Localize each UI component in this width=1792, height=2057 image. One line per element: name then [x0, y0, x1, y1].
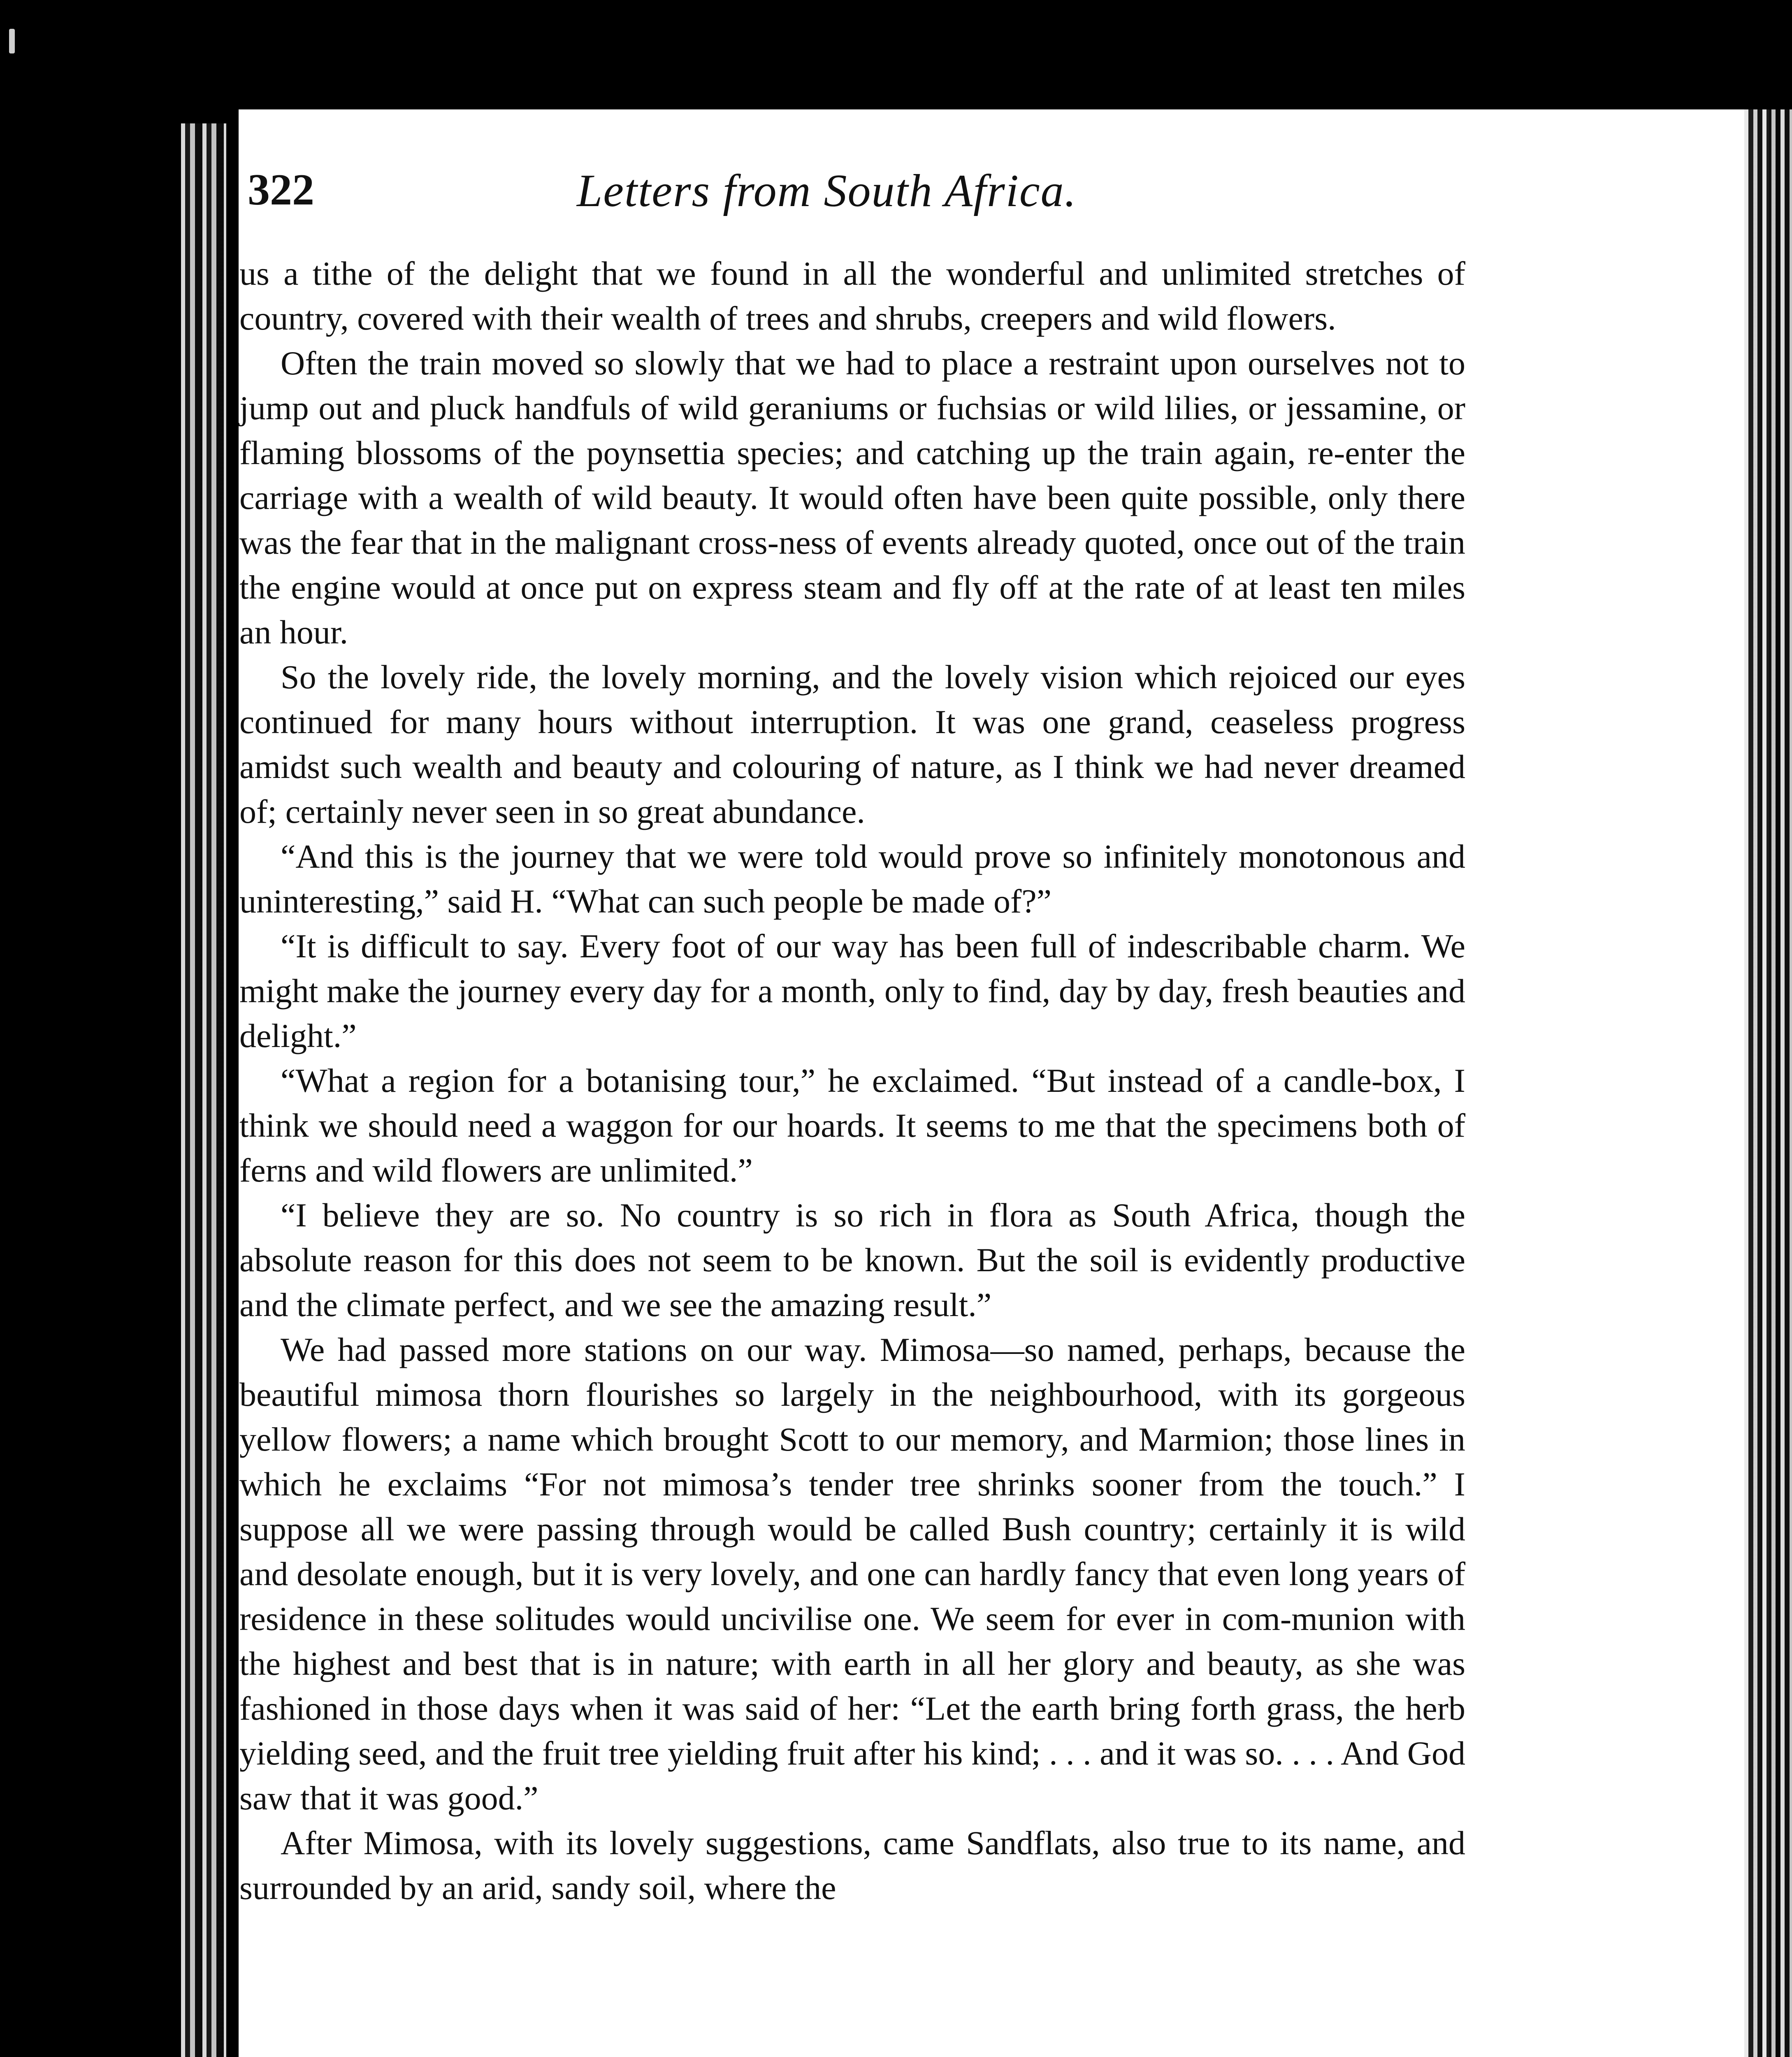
- paragraph-5: “It is difficult to say. Every foot of our way has been full of indescribable charm. We might make the journey every day for a month, only to find, day by day, fresh beauties and delight.”: [239, 927, 1465, 1054]
- page-number: 322: [248, 165, 314, 214]
- paragraph-4: “And this is the journey that we were told would prove so infinitely monotonous and uninteresting,” said H. “What can such people be made of?”: [239, 838, 1465, 920]
- paragraph-2: Often the train moved so slowly that we had to place a restraint upon ourselves not to jump out and pluck handfuls of wild geraniums or fuchsias or wild lilies, or jessamine, or flaming blossoms of the poynsettia species; and catching up the train again, re-enter the carriage with a wealth of wild beauty. It would often have been quite possible, only there was the fear that in the malignant cross-ness of events already quoted, once out of the train the engine would at once put on express steam and fly off at the rate of at least ten miles an hour.: [239, 344, 1465, 651]
- running-title: Letters from South Africa.: [577, 165, 1077, 216]
- page-left-edge: [181, 123, 226, 2057]
- page-right-edge: [1744, 109, 1792, 2057]
- paragraph-9: After Mimosa, with its lovely suggestions, came Sandflats, also true to its name, and surrounded by an arid, sandy soil, where the: [239, 1824, 1465, 1906]
- scan-artifact: [9, 29, 15, 53]
- body-text: [239, 251, 1465, 1910]
- page-header: [248, 165, 1350, 247]
- paragraph-3: So the lovely ride, the lovely morning, and the lovely vision which rejoiced our eyes continued for many hours without interruption. It was one grand, ceaseless progress amidst such wealth and beauty and colouring of nature, as I think we had never dreamed of; certainly never seen in so great abundance.: [239, 658, 1465, 830]
- paragraph-8: We had passed more stations on our way. Mimosa—so named, perhaps, because the beautiful mimosa thorn flourishes so largely in the neighbourhood, with its gorgeous yellow flowers; a name which brought Scott to our memory, and Marmion; those lines in which he exclaims “For not mimosa’s tender tree shrinks sooner from the touch.” I suppose all we were passing through would be called Bush country; certainly it is wild and desolate enough, but it is very lovely, and one can hardly fancy that even long years of residence in these solitudes would uncivilise one. We seem for ever in com-munion with the highest and best that is in nature; with earth in all her glory and beauty, as she was fashioned in those days when it was said of her: “Let the earth bring forth grass, the herb yielding seed, and the fruit tree yielding fruit after his kind; . . . and it was so. . . . And God saw that it was good.”: [239, 1331, 1465, 1817]
- paragraph-7: “I believe they are so. No country is so rich in flora as South Africa, though the absolute reason for this does not seem to be known. But the soil is evidently productive and the climate perfect, and we see the amazing result.”: [239, 1196, 1465, 1323]
- paragraph-6: “What a region for a botanising tour,” he exclaimed. “But instead of a candle-box, I think we should need a waggon for our hoards. It seems to me that the specimens both of ferns and wild flowers are unlimited.”: [239, 1062, 1465, 1189]
- paragraph-1: us a tithe of the delight that we found in all the wonderful and unlimited stretches of country, covered with their wealth of trees and shrubs, creepers and wild flowers.: [239, 255, 1465, 337]
